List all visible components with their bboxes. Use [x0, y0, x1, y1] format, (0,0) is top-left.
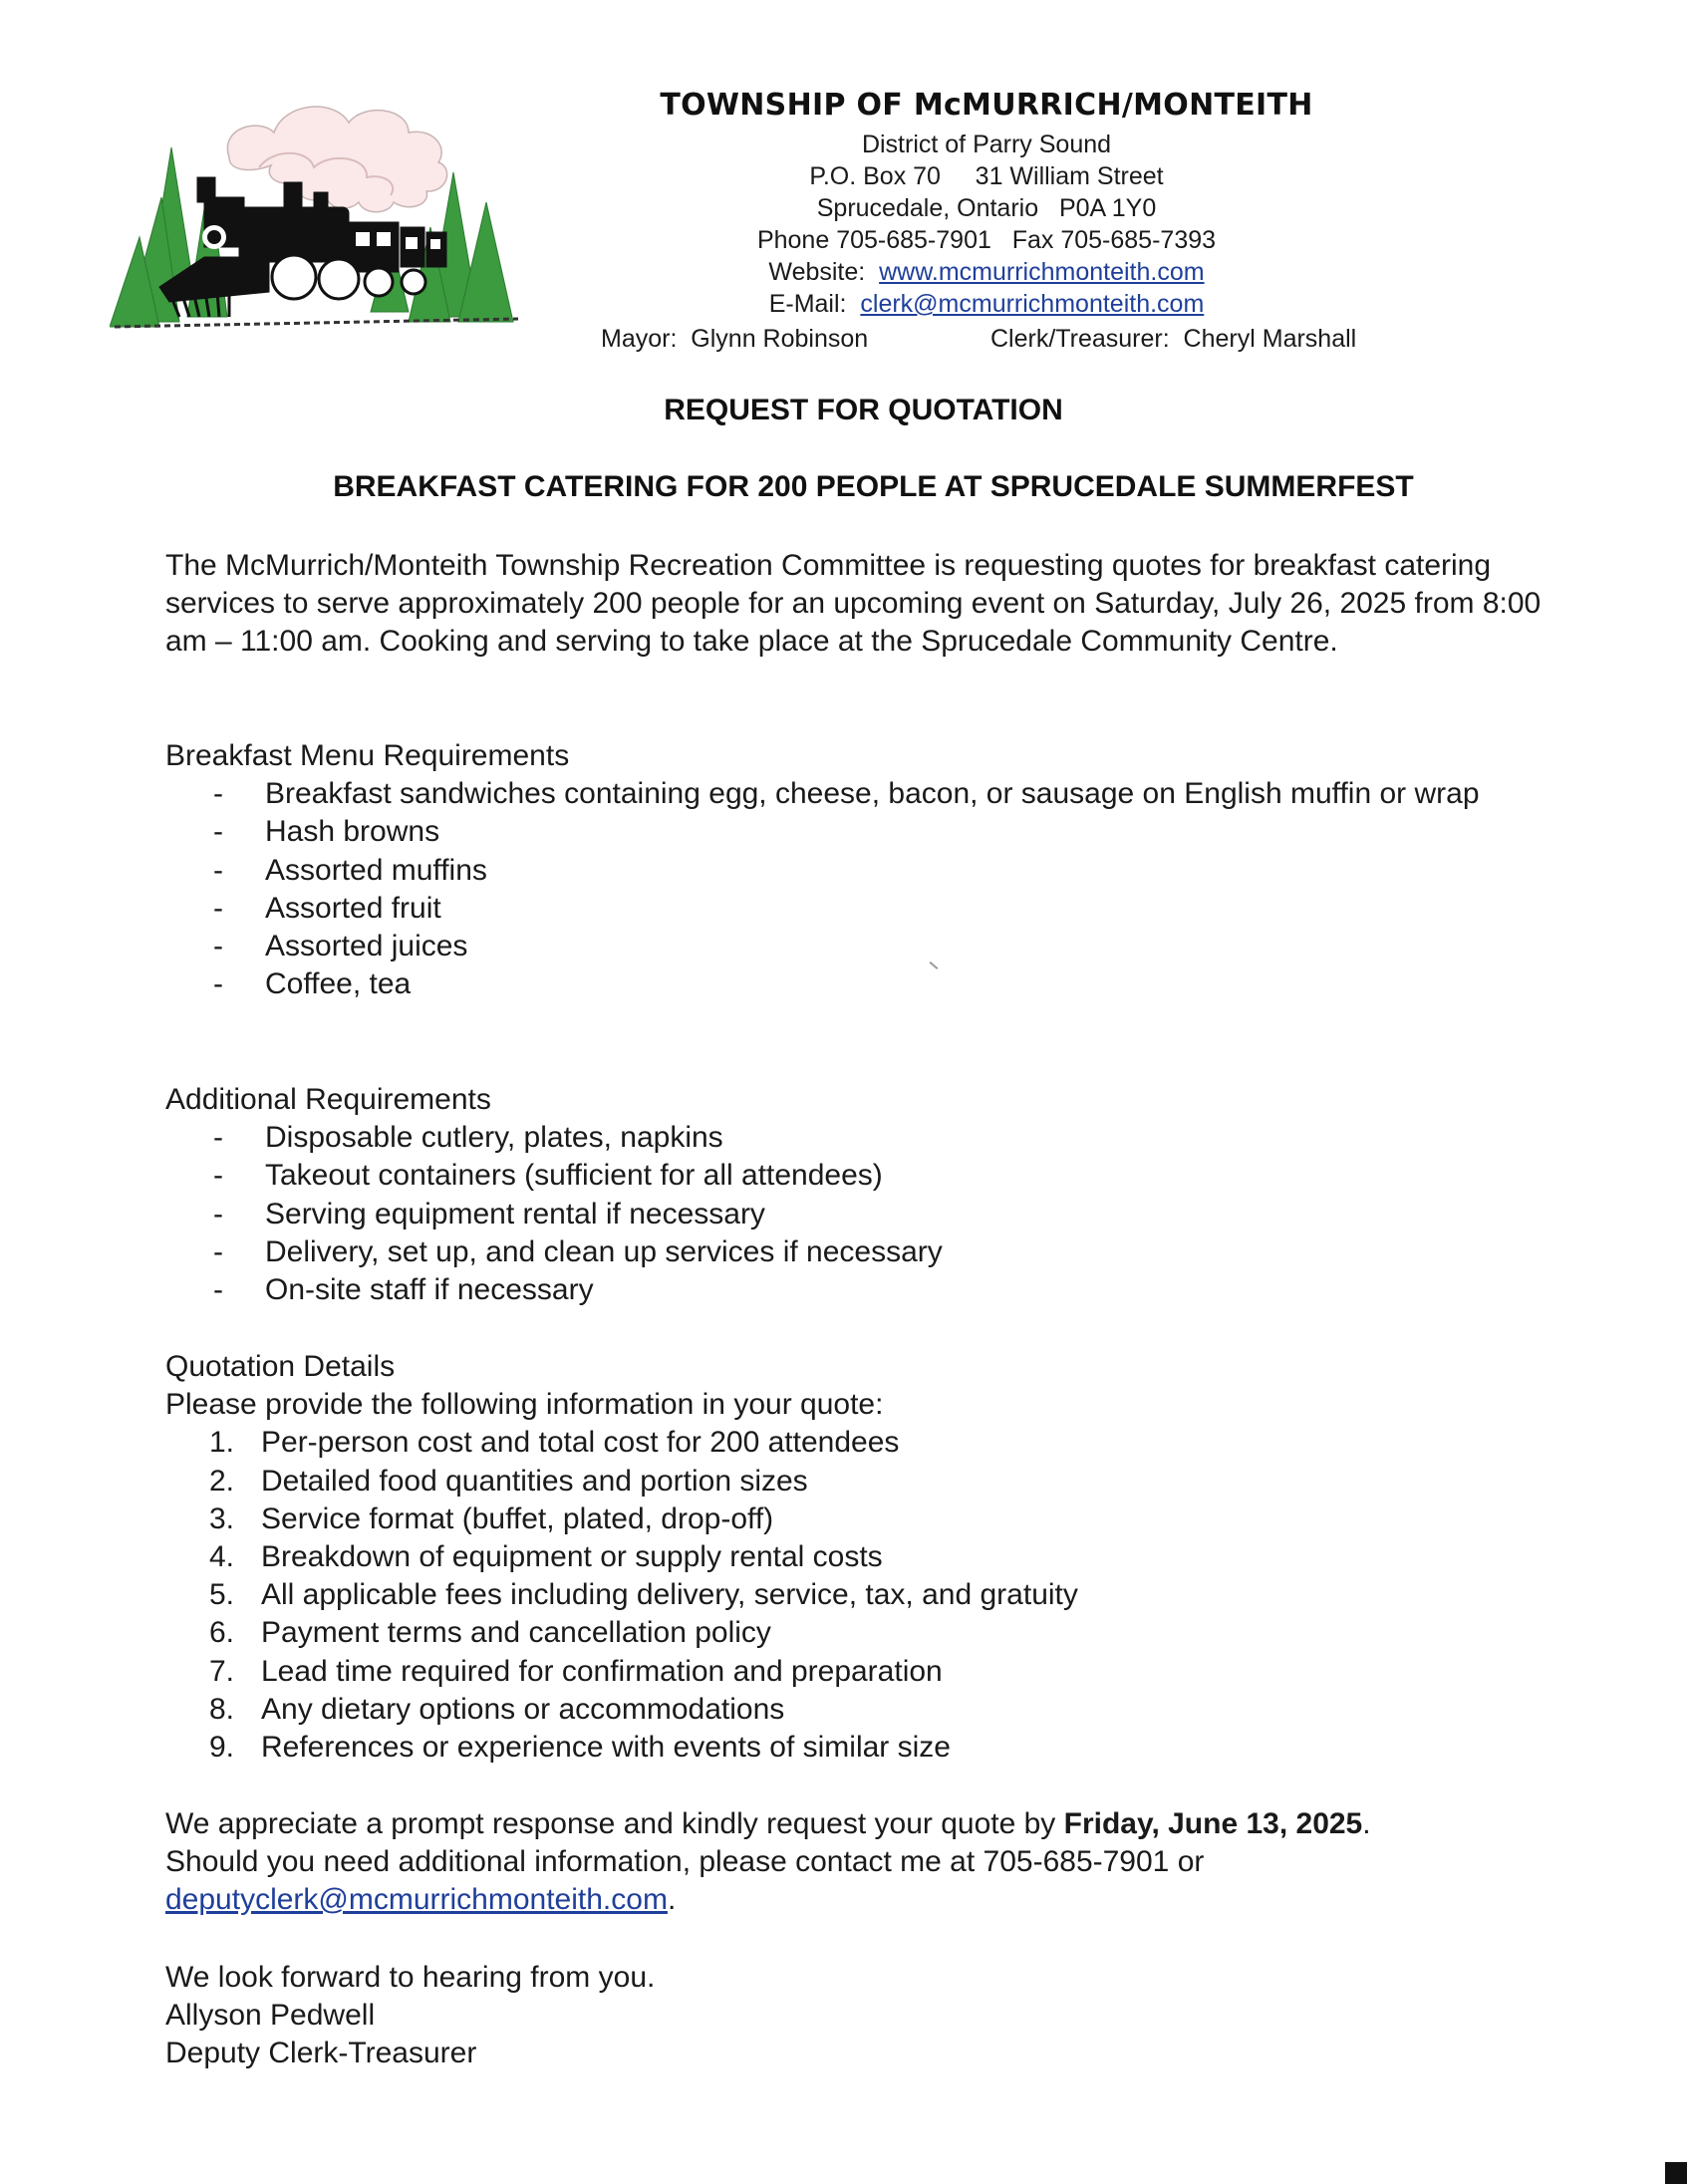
closing-paragraph: We appreciate a prompt response and kindly request your quote by Friday, June 13, 2025. Should you need additional information, please contact me at 705-685-7901 or deputyclerk@mcmurrichmonteith.com. [165, 1805, 1600, 1919]
signatory-title: Deputy Clerk-Treasurer [165, 2037, 477, 2069]
list-item: - Disposable cutlery, plates, napkins [213, 1121, 723, 1155]
district-line: District of Parry Sound [861, 131, 1112, 158]
rfq-heading: REQUEST FOR QUOTATION [664, 394, 1063, 426]
numbered-item: 1. Per-person cost and total cost for 200 attendees [209, 1426, 900, 1460]
phone-fax-line: Phone 705-685-7901 Fax 705-685-7393 [756, 226, 1217, 254]
numbered-item: 9. References or experience with events of similar size [209, 1731, 951, 1765]
quotation-details [165, 1348, 1560, 1767]
additional-requirements [165, 1081, 1560, 1309]
list-item: - Assorted fruit [213, 891, 441, 925]
numbered-item: 7. Lead time required for confirmation and preparation [209, 1654, 943, 1688]
website-line [558, 256, 1415, 288]
numbered-item: 5. All applicable fees including delivery, service, tax, and gratuity [209, 1578, 1078, 1612]
township-name: TOWNSHIP OF McMURRICH/MONTEITH [660, 88, 1313, 123]
quotation-title: Quotation Details [165, 1350, 396, 1383]
list-item: - Breakfast sandwiches containing egg, cheese, bacon, or sausage on English muffin or wrap [213, 777, 1480, 811]
list-item: - Serving equipment rental if necessary [213, 1197, 765, 1230]
email-line [558, 288, 1415, 320]
numbered-item: 6. Payment terms and cancellation policy [209, 1616, 771, 1650]
deputy-clerk-email-link[interactable]: deputyclerk@mcmurrichmonteith.com [165, 1883, 668, 1916]
list-item: - Takeout containers (sufficient for all attendees) [213, 1159, 883, 1193]
intro-paragraph [165, 547, 1555, 661]
website-label: Website: [768, 258, 880, 286]
address-line-1: P.O. Box 70 31 William Street [809, 162, 1164, 190]
numbered-item: 8. Any dietary options or accommodations [209, 1692, 785, 1726]
intro-text: The McMurrich/Monteith Township Recreation Committee is requesting quotes for breakfast catering services to serve approximately 200 people for an upcoming event on Saturday, July 26, 2025 from 8:00 am – 11:00 am. Cooking and serving to take place at the Sprucedale Community Centre. [165, 549, 1542, 658]
menu-requirements [165, 737, 1560, 1003]
scan-corner-mark [1665, 2162, 1687, 2184]
additional-title: Additional Requirements [165, 1083, 491, 1116]
signoff [165, 1959, 1560, 2072]
list-item: - On-site staff if necessary [213, 1273, 594, 1307]
numbered-item: 3. Service format (buffet, plated, drop-off) [209, 1502, 774, 1535]
signatory-name: Allyson Pedwell [165, 1999, 376, 2032]
due-date: Friday, June 13, 2025 [1063, 1807, 1363, 1840]
mayor-line: Mayor: Glynn Robinson [601, 325, 869, 353]
quotation-lead: Please provide the following information in your quote: [165, 1388, 884, 1422]
numbered-item: 2. Detailed food quantities and portion sizes [209, 1464, 808, 1498]
website-link[interactable]: www.mcmurrichmonteith.com [879, 258, 1205, 286]
email-label: E-Mail: [768, 290, 861, 318]
list-item: - Hash browns [213, 815, 440, 849]
signoff-line: We look forward to hearing from you. [165, 1961, 656, 1994]
closing-text: We appreciate a prompt response and kindly request your quote by [165, 1807, 1064, 1840]
menu-title: Breakfast Menu Requirements [165, 739, 570, 772]
email-link[interactable]: clerk@mcmurrichmonteith.com [860, 290, 1205, 318]
list-item: - Assorted juices [213, 930, 468, 963]
steam-train-logo-icon [110, 88, 518, 337]
list-item: - Assorted muffins [213, 853, 487, 887]
numbered-item: 4. Breakdown of equipment or supply rental costs [209, 1540, 883, 1574]
list-item: - Delivery, set up, and clean up services if necessary [213, 1234, 943, 1268]
address-line-2: Sprucedale, Ontario P0A 1Y0 [816, 194, 1157, 222]
subject-heading: BREAKFAST CATERING FOR 200 PEOPLE AT SPRUCEDALE SUMMERFEST [333, 470, 1414, 503]
clerk-line: Clerk/Treasurer: Cheryl Marshall [990, 325, 1357, 353]
list-item: - Coffee, tea [213, 967, 412, 1001]
letterhead [558, 88, 1415, 353]
contact-text: Should you need additional information, please contact me at 705-685-7901 or [165, 1845, 1205, 1878]
